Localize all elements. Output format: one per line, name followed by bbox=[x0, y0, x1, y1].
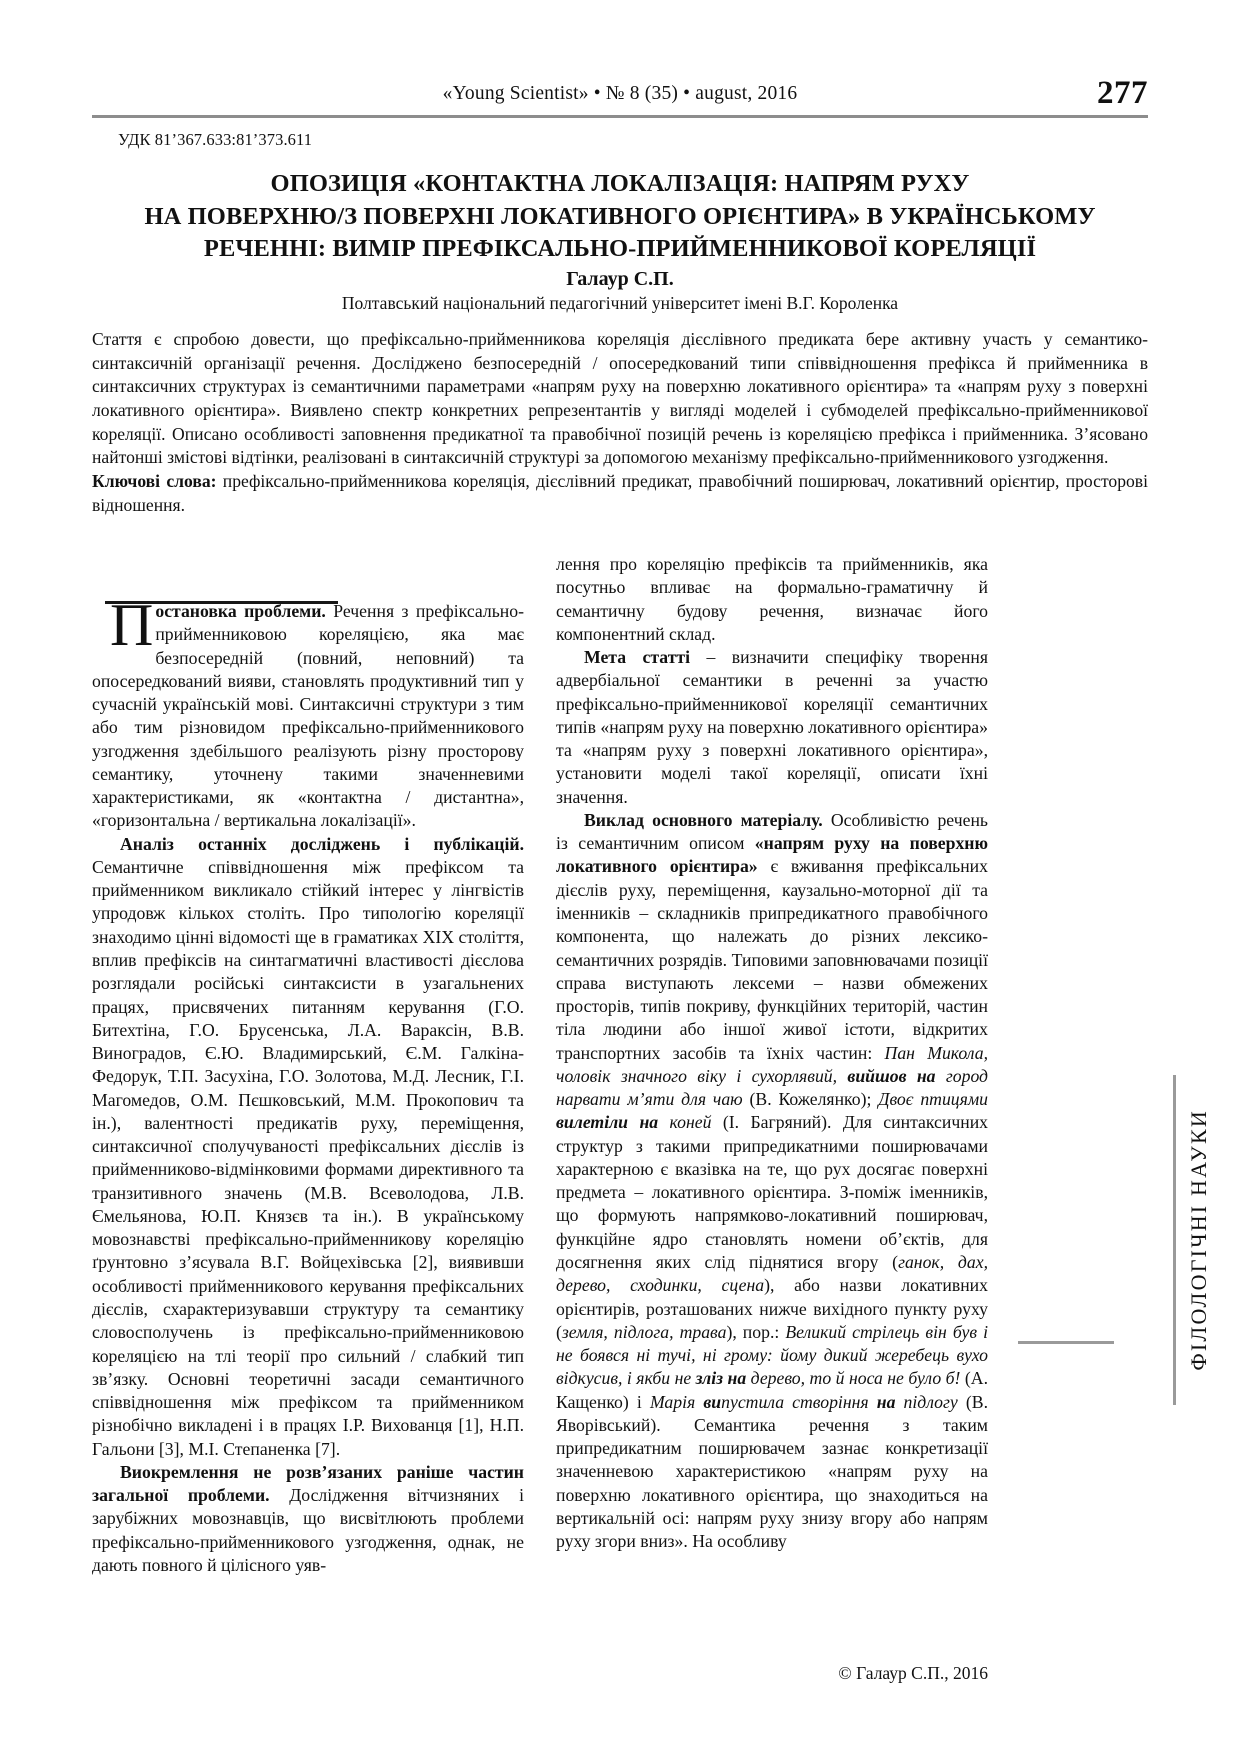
noun-list-downward: земля, підлога, трава bbox=[561, 1321, 727, 1342]
header-divider bbox=[92, 115, 1148, 118]
keywords-text: префіксально-прийменникова кореляція, дієслівний предикат, правобічний поширювач, локативний орієнтир, просторові відношення. bbox=[92, 470, 1148, 515]
example-3-italic-c: дерево, то й носа не було б! bbox=[746, 1368, 965, 1389]
example-1-source: (В. Кожелянко); bbox=[749, 1089, 879, 1110]
paragraph-analysis bbox=[92, 833, 524, 1461]
abstract-block bbox=[92, 328, 1148, 517]
section-side-tab bbox=[1173, 1075, 1210, 1405]
paragraph-unsolved-text: Дослідження вітчизняних і зарубіжних мовознавців, що висвітлюють проблеми префіксально-прийменникового узгодження, однак, не дають повного й цілісного уяв- bbox=[92, 1485, 525, 1575]
example-2-preposition: на bbox=[639, 1112, 659, 1133]
title-line-2: НА ПОВЕРХНЮ/З ПОВЕРХНІ ЛОКАТИВНОГО ОРІЄНТИРА» В УКРАЇНСЬКОМУ bbox=[144, 202, 1096, 230]
author-affiliation: Полтавський національний педагогічний університет імені В.Г. Короленка bbox=[341, 293, 899, 313]
main-text-g: Семантика речення з таким припредикатним поширювачем зазнає конкретизації значенневою характеристикою «напрям руху на поверхню локативного орієнтира, що знаходиться на вертикальній осі: напрям руху знизу вгору або напрям руху згори вниз». На особливу bbox=[556, 1414, 988, 1552]
keywords-line bbox=[92, 470, 1148, 517]
paragraph-aim-text: – визначити специфіку творення адвербіальної семантики в реченні за участю префіксально-прийменникової кореляції семантичних типів «напрям руху на поверхню локативного орієнтира» та «напрям руху з поверхні локативного орієнтира», установити моделі такої кореляції, описати їхні значення. bbox=[556, 647, 988, 807]
title-line-3: РЕЧЕННІ: ВИМІР ПРЕФІКСАЛЬНО-ПРИЙМЕННИКОВОЇ КОРЕЛЯЦІЇ bbox=[203, 235, 1037, 263]
side-tab-corner-rule bbox=[1018, 1341, 1114, 1344]
example-4-italic-a: Марія bbox=[649, 1391, 704, 1412]
paragraph-problem-statement bbox=[92, 553, 524, 833]
journal-title-line: «Young Scientist» • № 8 (35) • august, 2016 bbox=[442, 83, 798, 104]
copyright-line: © Галаур С.П., 2016 bbox=[838, 1663, 988, 1683]
example-4-source: (В. Яворівський). bbox=[556, 1391, 988, 1435]
noun-list-upward: ганок, дах, дерево, сходинки, сцена bbox=[556, 1251, 988, 1296]
keywords-label: Ключові слова: bbox=[92, 470, 217, 491]
run-in-heading-aim: Мета статті bbox=[584, 647, 690, 668]
paragraph-main-material bbox=[556, 809, 988, 1554]
main-text-e: ), або назви локативних орієнтирів, розташованих нижче вихідного пункту руху ( bbox=[556, 1275, 988, 1342]
run-in-heading-unsolved: Виокремлення не розв’язаних раніше частин загальної проблеми. bbox=[92, 1461, 524, 1506]
example-4-preposition: на bbox=[876, 1391, 896, 1412]
example-1-verb: вийшов bbox=[847, 1065, 907, 1086]
running-head bbox=[92, 74, 1148, 111]
example-4-italic-b: пустила створіння bbox=[721, 1391, 877, 1412]
example-3-italic-a: Великий стрілець він був і не боявся ні тучі, ні грому: йому дикий жеребець вухо відкусив, і якби не bbox=[556, 1321, 988, 1389]
author-name: Галаур С.П. bbox=[566, 268, 674, 290]
example-2-italic-c: коней bbox=[658, 1112, 723, 1133]
example-4-italic-c: підлогу bbox=[895, 1391, 966, 1412]
drop-cap-letter: П bbox=[110, 592, 154, 658]
example-2-verb: вилетіли bbox=[556, 1112, 629, 1133]
main-text-a: Особливістю речень із семантичним описом bbox=[556, 809, 988, 854]
paragraph-continuation: лення про кореляцію префіксів та прийменників, яка посутньо впливає на формально-граматичну й семантичну будову речення, визначає його компонентний склад. bbox=[556, 554, 988, 644]
body-column-right bbox=[556, 553, 988, 1553]
example-3-source: (А. Кащенко) і bbox=[556, 1368, 988, 1412]
example-1-preposition: на bbox=[916, 1065, 936, 1086]
paragraph-aim bbox=[556, 646, 988, 809]
example-2-italic-b bbox=[628, 1112, 639, 1132]
run-in-heading-problem: остановка проблеми. bbox=[155, 601, 326, 621]
article-title bbox=[92, 168, 1148, 266]
main-text-f: ), пор.: bbox=[726, 1321, 786, 1342]
paragraph-unsolved-parts bbox=[92, 1461, 524, 1577]
run-in-heading-main: Виклад основного матеріалу. bbox=[584, 809, 823, 830]
abstract-text: Стаття є спробою довести, що префіксально-прийменникова кореляція дієслівного предиката бере активну участь у семантико-синтаксичній організації речення. Досліджено безпосередній / опосередкований типи співвідношення префікса й прийменника в синтаксичних структурах із семантичними параметрами «напрям руху на поверхню локативного орієнтира» та «напрям руху з поверхні локативного орієнтира». Виявлено спектр конкретних репрезентантів у вигляді моделей і субмоделей префіксально-прийменникової кореляції. Описано особливості заповнення предикатної та правобічної позицій речень із кореляцією префікса і прийменника. З’ясовано найтонші змістові відтінки, реалізовані в синтаксичній структурі за допомогою механізму префіксально-прийменникового узгодження. bbox=[92, 329, 1148, 468]
main-text-d: Для синтаксичних структур з такими припредикатними поширювачами характерною є вказівка на те, що рух досягає поверхні предмета – локативного орієнтира. З-поміж іменників, що формують напрямково-локативний поширювач, функційне ядро становлять номени об’єктів, для досягнення яких слід піднятися вгору ( bbox=[556, 1112, 989, 1272]
example-3-preposition: на bbox=[727, 1368, 747, 1389]
example-3-verb: зліз bbox=[695, 1368, 724, 1389]
example-1-italic-c: город нарвати м’яти для чаю bbox=[556, 1065, 989, 1110]
example-1-italic-a: Пан Микола, чоловік значного віку і сухорлявий, bbox=[556, 1042, 988, 1086]
body-column-left bbox=[92, 553, 524, 1577]
run-in-heading-analysis: Аналіз останніх досліджень і публікацій. bbox=[120, 833, 524, 854]
side-tab-rule bbox=[1173, 1075, 1176, 1405]
example-2-source: (І. Багряний). bbox=[722, 1112, 843, 1133]
page-number: 277 bbox=[1097, 74, 1148, 111]
section-name-vertical: ФІЛОЛОГІЧНІ НАУКИ bbox=[1186, 1109, 1211, 1371]
example-1-italic-b bbox=[906, 1066, 916, 1086]
example-4-prefix: ви bbox=[703, 1391, 722, 1412]
main-text-c: є вживання префіксальних дієслів руху, переміщення, каузально-моторної дії та іменників – складників припредикатного правобічного компонента, що належать до різних лексико-семантичних розрядів. Типовими заповнювачами позиції справа виступають лексеми – назви обмежених просторів, типів покриву, функційних територій, частин тіла людини або іншої живої істоти, відкритих транспортних засобів та їхніх частин: bbox=[556, 856, 988, 1063]
example-2-italic-a: Двоє птицями bbox=[878, 1089, 988, 1110]
udc-code: УДК 81’367.633:81’373.611 bbox=[118, 130, 313, 149]
paragraph-problem-text: Речення з префіксально-прийменниковою кореляцією, яка має безпосередній (повний, неповний) та опосередкований вияви, становлять продуктивний тип у сучасній українській мові. Синтаксичні структури з тим або тим різновидом префіксально-прийменникового узгодження здебільшого реалізують різну просторову семантику, уточнену такими значенневими характеристиками, як «контактна / дистантна», «горизонтальна / вертикальна локалізації». bbox=[92, 601, 524, 831]
main-quoted-term: «напрям руху на поверхню локативного орієнтира» bbox=[556, 833, 989, 877]
paragraph-analysis-text: Семантичне співвідношення між префіксом та прийменником викликало стійкий інтерес у лінгвістів упродовж кількох століть. Про типологію кореляції знаходимо цінні відомості ще в граматиках XIX століття, вплив префіксів на синтагматичні властивості дієслова розглядали російські синтаксисти в узагальнених працях, присвячених питанням керування (Г.О. Битехтіна, Г.О. Брусенська, Л.А. Вараксін, В.В. Виноградов, Є.Ю. Владимирський, Є.М. Галкіна-Федорук, Т.П. Засухіна, Г.О. Золотова, М.Д. Лесник, Г.І. Магомедов, О.М. Пєшковський, М.М. Прокопович та ін.), валентності предикатів руху, переміщення, синтаксичної сполучуваності префіксальних дієслів із прийменниково-відмінковими формами директивного та транзитивного значень (М.В. Всеволодова, Л.В. Ємельянова, Ю.П. Князєв та ін.). В українському мовознавстві префіксально-прийменникову кореляцію ґрунтовно з’ясувала В.Г. Войцехівська [2], виявивши особливості прийменникового керування префіксальних дієслів, схарактеризувавши структуру та семантику словосполучень із префіксально-прийменниковою кореляцією на тлі теорії про сильний / слабкий тип зв’язку. Основні теоретичні засади семантичного співвідношення між префіксом та прийменником різнобічно викладені і в працях І.Р. Вихованця [1], Н.П. Гальони [3], М.І. Степаненка [7]. bbox=[92, 856, 524, 1459]
title-line-1: ОПОЗИЦІЯ «КОНТАКТНА ЛОКАЛІЗАЦІЯ: НАПРЯМ РУХУ bbox=[270, 170, 970, 197]
